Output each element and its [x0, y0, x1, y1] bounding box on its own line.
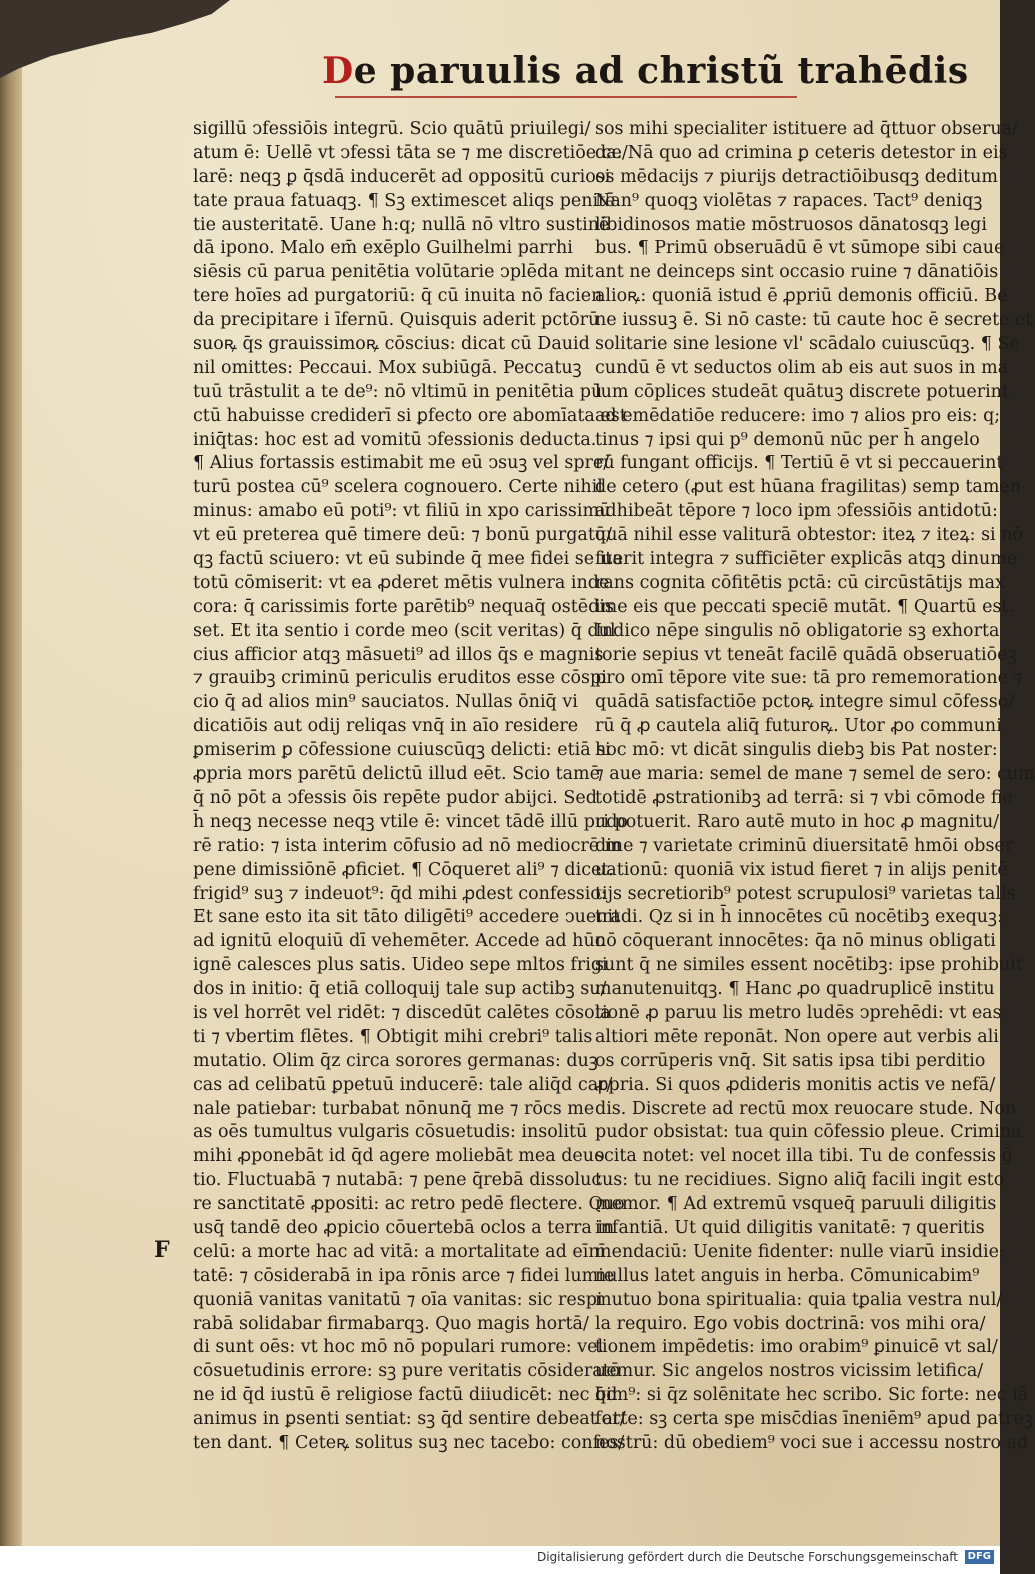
right-column-line: lum cōplices studeāt quātuꝫ discrete potuerint [595, 381, 1009, 402]
left-column-line: larē: neqꝫ ꝑ q̄sdā inducerēt ad oppositū curiosi [193, 166, 611, 187]
dfg-logo-icon: DFG [965, 1550, 994, 1564]
left-column-line: da precipitare i īfernū. Quisquis aderit pctōrū [193, 310, 600, 331]
left-column-line: suoꝶ q̄s grauissimoꝶ cōscius: dicat cū Dauid [193, 334, 590, 355]
right-column-line: os corrūperis vnq̄. Sit satis ipsa tibi perditio [595, 1050, 986, 1071]
left-column-line: tere hoīes ad purgatoriū: q̄ cū inuita nō facien [193, 286, 603, 307]
right-column-line: sos mihi specialiter istituere ad q̄ttuor obserua/ [595, 119, 1018, 139]
right-column-line: infantiā. Ut quid diligitis vanitatē: ⁊ queritis [595, 1217, 985, 1238]
right-column-line: Nan⁹ quoqꝫ violētas ⁊ rapaces. Tact⁹ deniqꝫ [595, 190, 983, 211]
right-column-line: rū fungant officijs. ¶ Tertiū ē vt si peccauerint [595, 453, 1004, 474]
right-column-line: ri potuerit. Raro autē muto in hoc ꝓ magnitu/ [595, 811, 1000, 832]
right-column-line: solitarie sine lesione vl' scādalo cuiuscūqꝫ. ¶ Se [595, 334, 1020, 355]
left-column-line: as oēs tumultus vulgaris cōsuetudis: insolitū [193, 1122, 588, 1143]
left-column-line: quoniā vanitas vanitatū ⁊ oīa vanitas: sic respi [193, 1289, 603, 1310]
left-column-line: dos in initio: q̄ etiā colloquij tale sup actibꝫ su/ [193, 979, 607, 1000]
right-column-line: bus. ¶ Primū obseruādū ē vt sūmope sibi caue [595, 238, 1005, 259]
right-column-line: tionem impēdetis: imo orabim⁹ ꝑinuicē vt sal/ [595, 1337, 998, 1358]
right-column-line: totidē ꝓstrationibꝫ ad terrā: si ⁊ vbi cōmode fie [595, 787, 1013, 808]
left-column-line: cio q̄ ad alios min⁹ sauciatos. Nullas ōniq̄ vi [193, 692, 578, 713]
left-column-line: ten dant. ¶ Ceteꝶ solitus suꝫ nec tacebo: confes/ [193, 1432, 625, 1453]
left-column-line: usq̄ tandē deo ꝓpicio cōuertebā oclos a terra in [193, 1217, 615, 1238]
right-column-line: dis. Discrete ad rectū mox reuocare stude. Non [595, 1098, 1017, 1119]
right-column-line: manutenuitqꝫ. ¶ Hanc ꝓo quadruplicē institu [595, 979, 995, 1000]
running-header [322, 50, 969, 100]
right-column-line: ime eis que peccati speciē mutāt. ¶ Quartū est. [595, 596, 1015, 617]
right-text-column [595, 118, 1035, 1456]
left-column-line: iniq̄tas: hoc est ad vomitū ↄfessionis deducta. [193, 429, 597, 450]
footer-credit: Digitalisierung gefördert durch die Deutsche Forschungsgemeinschaft [536, 1550, 958, 1564]
left-column-line: ignē calesces plus satis. Uideo sepe mltos frigi [193, 955, 608, 976]
right-column-line: pro omī tēpore vite sue: tā pro rememoratione ⁊ [595, 668, 1023, 689]
left-column-line: celū: a morte hac ad vitā: a mortalitate ad eīnī [193, 1241, 606, 1262]
book-gutter [0, 0, 22, 1574]
right-column-line: la requiro. Ego vobis doctrinā: vos mihi ora/ [595, 1313, 986, 1334]
left-column-line: h̄ neqꝫ necesse neqꝫ vtile ē: vincet tādē illū pudo [193, 811, 628, 832]
right-column-line: bim⁹: si q̄z solēnitate hec scribo. Sic forte: nec iā [595, 1385, 1029, 1406]
left-column-line: tate praua fatuaqꝫ. ¶ Sꝫ extimescet aliqs penitē [193, 190, 616, 211]
left-column-line: cius afficior atqꝫ māsueti⁹ ad illos q̄s e magnis [193, 644, 604, 665]
left-column-line: frigid⁹ suꝫ ⁊ indeuot⁹: q̄d mihi ꝓdest confessio: [193, 883, 607, 904]
right-column-line: sunt q̄ ne similes essent nocētibꝫ: ipse prohibuit [595, 955, 1023, 976]
right-column-line: ꝓpria. Si quos ꝓdideris monitis actis ve nefā/ [595, 1074, 996, 1095]
right-column-line: uemur. Sic angelos nostros vicissim letifica/ [595, 1361, 984, 1382]
left-column-line: tie austeritatē. Uane h:q; nullā nō vltro sustinē [193, 214, 610, 235]
left-column-line: cas ad celibatū ꝑpetuū inducerē: tale aliq̄d car/ [193, 1074, 613, 1095]
right-column-line: Indico nēpe singulis nō obligatorie sꝫ exhorta [595, 620, 1000, 641]
left-column-line: re sanctitatē ꝓpositi: ac retro pedē flectere. Quo [193, 1194, 625, 1215]
left-column-line: cōsuetudinis errore: sꝫ pure veritatis cōsideratō [193, 1361, 621, 1382]
torn-corner [0, 0, 230, 78]
right-column-line: tus: tu ne recidiues. Signo aliq̄ facili ingit esto [595, 1170, 1005, 1191]
right-column-line: nō cōquerant innocētes: q̄a nō minus obligati [595, 931, 996, 952]
right-column-line: torie sepius vt teneāt facilē quādā obseruatiōeꝫ [595, 644, 1017, 665]
right-column-line: altiori mēte reponāt. Non opere aut verbis ali [595, 1026, 999, 1047]
right-column-line: memor. ¶ Ad extremū vsqueq̄ paruuli diligitis [595, 1194, 997, 1215]
left-column-line: nale patiebar: turbabat nōnunq̄ me ⁊ rōcs me [193, 1098, 595, 1119]
left-column-line: q̄ nō pōt a ↄfessis ōis repēte pudor abijci. Sed [193, 787, 597, 808]
left-column-line: Et sane esto ita sit tāto diligēti⁹ accedere ↄuenit [193, 907, 621, 928]
right-column-line: forte: sꝫ certa spe misc̄dias īneniēm⁹ apud patreꝫ [595, 1409, 1033, 1430]
left-column-line: mihi ꝓponebāt id q̄d agere moliebāt mea deuo [193, 1146, 605, 1167]
header-rule [335, 96, 797, 98]
left-column-line: turū postea cū⁹ scelera cognouero. Certe nihil [193, 477, 603, 498]
left-column-line: di sunt oēs: vt hoc mō nō populari rumore: vel [193, 1337, 604, 1358]
right-column-line: nostrū: dū obediem⁹ voci sue i accessu nostro ad [595, 1432, 1029, 1453]
left-column-line: pene dimissiōnē ꝓficiet. ¶ Cōqueret ali⁹ ⁊ dicet. [193, 859, 614, 880]
right-column-line: tinus ⁊ ipsi qui p⁹ demonū nūc per h̄ angelo [595, 429, 980, 450]
left-column-line: cora: q̄ carissimis forte parētib⁹ nequaq̄ ostēdis [193, 596, 614, 617]
right-column-line: scita notet: vel nocet illa tibi. Tu de confessis ḡ [595, 1146, 1013, 1167]
right-column-line: quādā satisfactiōe pctoꝶ integre simul cōfesso/ [595, 692, 1015, 713]
right-column-line: adhibeāt tēpore ⁊ loco ipm ↄfessiōis antidotū: [595, 501, 998, 522]
header-title: e paruulis ad christũ trahēdis [353, 50, 969, 92]
right-column-line: cundū ē vt seductos olim ab eis aut suos in ma [595, 357, 1009, 378]
right-column-line: nullus latet anguis in herba. Cōmunicabim⁹ [595, 1265, 980, 1286]
right-column-line: libidinosos matie mōstruosos dānatosqꝫ legi [595, 214, 987, 235]
left-column-line: rabā solidabar firmabarqꝫ. Quo magis hortā/ [193, 1313, 589, 1334]
left-column-line: tatē: ⁊ cōsiderabā in ipa rōnis arce ⁊ fidei lumie [193, 1265, 615, 1286]
left-column-line: sigillū ↄfessiōis integrū. Scio quātū priuilegi/ [193, 119, 591, 139]
left-column-line: minus: amabo eū poti⁹: vt filiū in xpo carissimū [193, 501, 611, 522]
left-column-line: vt eū preterea quē timere deū: ⁊ bonū purgatū/ [193, 525, 613, 546]
left-column-line: totū cōmiserit: vt ea ꝓderet mētis vulnera inde [193, 572, 610, 593]
left-column-line: animus in ꝑsenti sentiat: sꝫ q̄d sentire debeat at/ [193, 1409, 626, 1430]
left-column-line: dicatiōis aut odij reliqas vnq̄ in aīo residere [193, 716, 579, 737]
right-column-line: os mēdacijs ⁊ piurijs detractiōibusqꝫ deditum [595, 166, 998, 187]
right-column-line: tijs secretiorib⁹ potest scrupulosi⁹ varietas talis [595, 883, 1016, 904]
right-column-line: quā nihil esse valiturā obtestor: iteꝝ ⁊ iteꝝ: si nō [595, 525, 1024, 546]
left-column-line: ad ignitū eloquiū dī vehemēter. Accede ad hūc [193, 931, 605, 952]
right-column-line: pudor obsistat: tua quin cōfessio pleue. Crimina [595, 1122, 1022, 1143]
left-column-line: ꝓpria mors parētū delictū illud eēt. Scio tamē [193, 764, 600, 785]
right-column-line: alioꝶ: quoniā istud ē ꝓpriū demonis officiū. Be [595, 286, 1008, 307]
left-column-line: siēsis cū parua penitētia volūtarie ↄplēda mit [193, 262, 594, 283]
right-column-line: rū q̄ ꝓ cautela aliq̄ futuroꝶ. Utor ꝓo communi [595, 716, 1002, 737]
left-column-line: ti ⁊ vbertim flētes. ¶ Obtigit mihi crebri⁹ talis [193, 1026, 593, 1047]
left-column-line: is vel horrēt vel ridēt: ⁊ discedūt calētes cōsola [193, 1002, 611, 1023]
right-column-line: mutuo bona spiritualia: quia tꝑalia vestra nul/ [595, 1289, 1003, 1310]
right-column-line: fuerit integra ⁊ sufficiēter explicās atqꝫ dinume [595, 549, 1018, 570]
left-column-line: tio. Fluctuabā ⁊ nutabā: ⁊ pene q̄rebā dissoluc [193, 1170, 602, 1191]
right-column-line: da. Nā quo ad crimina ꝑ ceteris detestor in eis [595, 142, 1008, 163]
left-column-line: set. Et ita sentio i corde meo (scit veritas) q̄ dul [193, 620, 616, 641]
left-column-line: ⁊ grauibꝫ criminū periculis eruditos esse cōspi [193, 668, 607, 689]
right-column-line: ne iussuꝫ ē. Si nō caste: tū caute hoc ē secrete et [595, 310, 1033, 331]
left-column-line: ¶ Alius fortassis estimabit me eū ↄsuꝫ vel spre/ [193, 453, 610, 474]
left-column-line: qꝫ factū sciuero: vt eū subinde q̄ mee fidei se ita [193, 549, 623, 570]
left-column-line: ctū habuisse crediderī si ꝑfecto ore abomīata est [193, 405, 627, 426]
signature-mark: F [154, 1237, 170, 1263]
right-column-line: ad emēdatiōe reducere: imo ⁊ alios pro eis: q; [595, 405, 1001, 426]
header-initial: D [322, 50, 354, 92]
right-column-line: tionē ꝓ paruu lis metro ludēs ↄprehēdi: vt eas [595, 1002, 1002, 1023]
left-text-column [193, 118, 628, 1456]
left-column-line: rē ratio: ⁊ ista interim cōfusio ad nō mediocrē m [193, 835, 622, 856]
right-column-line: ⁊ aue maria: semel de mane ⁊ semel de sero: cum [595, 764, 1035, 785]
right-column-line: rans cognita cōfitētis pctā: cū circūstātijs max [595, 572, 1005, 593]
left-column-line: ꝑmiserim ꝑ cōfessione cuiuscūqꝫ delicti: etiā si [193, 740, 611, 761]
left-column-line: dā ipono. Malo em̄ exēplo Guilhelmi parrhi [193, 238, 573, 259]
left-column-line: mutatio. Olim q̄z circa sorores germanas: duꝫ [193, 1050, 598, 1071]
right-column-line: de cetero (ꝓut est hūana fragilitas) semp tamen [595, 477, 1022, 498]
right-column-line: ant ne deinceps sint occasio ruine ⁊ dānatiōis [595, 262, 999, 283]
right-column-line: tradi. Qz si in h̄ innocētes cū nocētibꝫ exequꝫ: [595, 907, 1003, 928]
right-column-line: uationū: quoniā vix istud fieret ⁊ in alijs penitē [595, 859, 1008, 880]
left-column-line: nil omittes: Peccaui. Mox subiūgā. Peccatuꝫ [193, 357, 582, 378]
left-column-line: atum ē: Uellē vt ↄfessi tāta se ⁊ me discretiōe ce/ [193, 142, 628, 163]
right-column-line: hoc mō: vt dicāt singulis diebꝫ bis Pat noster: [595, 740, 998, 761]
right-column-line: dine ⁊ varietate criminū diuersitatē hmōi obser [595, 835, 1014, 856]
left-column-line: ne id q̄d iustū ē religiose factū diiudicēt: nec q̄d [193, 1385, 618, 1406]
right-column-line: mendaciū: Uenite fidenter: nulle viarū insidie: [595, 1241, 1005, 1262]
left-column-line: tuū trāstulit a te de⁹: nō vltimū in penitētia pū [193, 381, 603, 402]
